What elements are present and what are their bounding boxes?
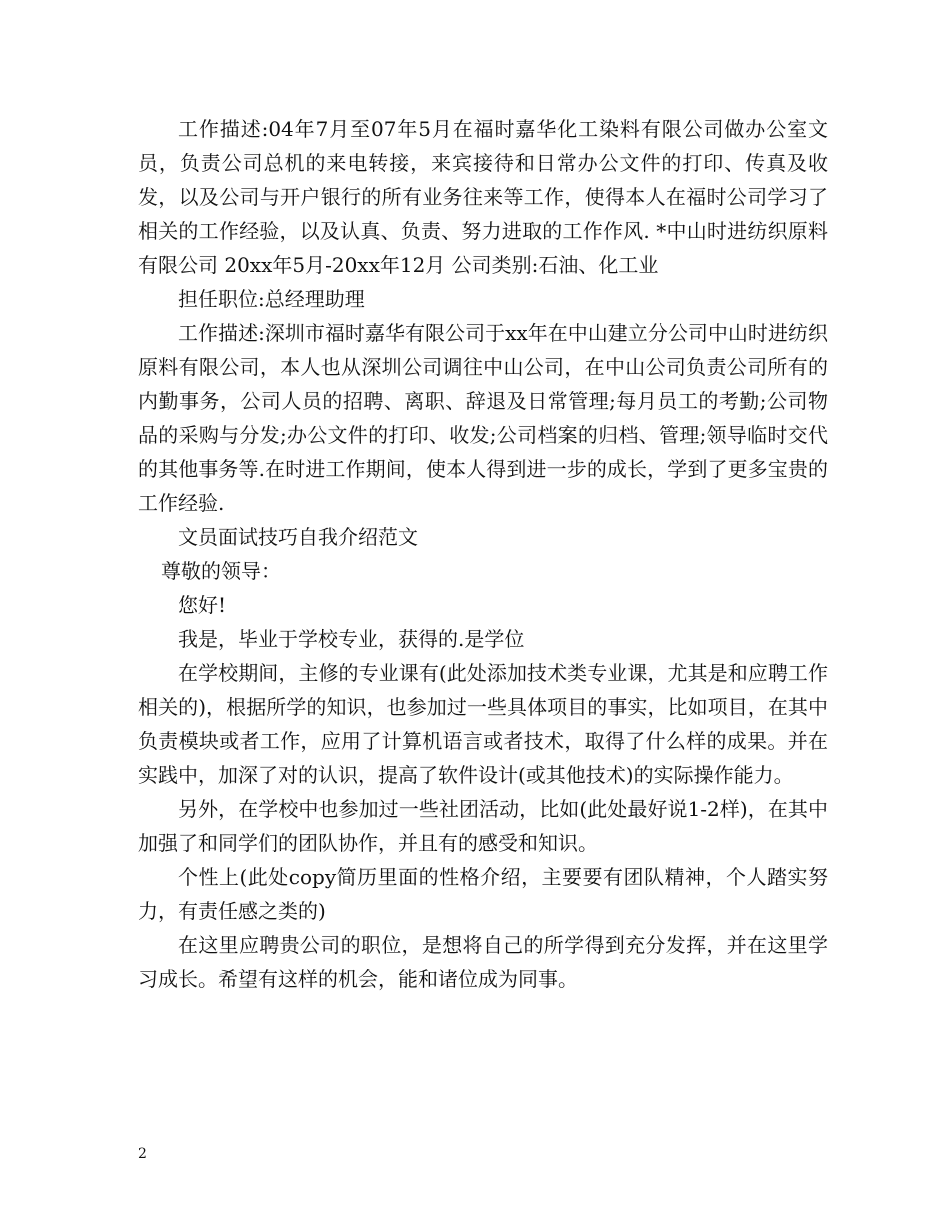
paragraph-closing: 在这里应聘贵公司的职位，是想将自己的所学得到充分发挥，并在这里学习成长。希望有这样的机会，能和诸位成为同事。 (138, 933, 828, 991)
paragraph-position: 担任职位:总经理助理 (178, 287, 365, 311)
paragraph-personality: 个性上(此处copy简历里面的性格介绍，主要要有团队精神，个人踏实努力，有责任感之类的) (138, 865, 828, 923)
page-number: 2 (138, 1146, 147, 1162)
paragraph-intro: 我是，毕业于学校专业，获得的.是学位 (178, 627, 525, 651)
salutation: 尊敬的领导： (161, 559, 281, 583)
document-body (138, 112, 828, 996)
paragraph-activities: 另外，在学校中也参加过一些社团活动，比如(此处最好说1-2样)，在其中加强了和同学们的团队协作，并且有的感受和知识。 (138, 797, 828, 855)
paragraph-job-description-1: 工作描述:04年7月至07年5月在福时嘉华化工染料有限公司做办公室文员，负责公司总机的来电转接，来宾接待和日常办公文件的打印、传真及收发，以及公司与开户银行的所有业务往来等工作，使得本人在福时公司学习了相关的工作经验，以及认真、负责、努力进取的工作作风. *中山时进纺织原料有限公司 20xx年5月-20xx年12月 公司类别:石油、化工业 (138, 117, 828, 277)
paragraph-job-description-2: 工作描述:深圳市福时嘉华有限公司于xx年在中山建立分公司中山时进纺织原料有限公司，本人也从深圳公司调往中山公司，在中山公司负责公司所有的内勤事务，公司人员的招聘、离职、辞退及日常管理;每月员工的考勤;公司物品的采购与分发;办公文件的打印、收发;公司档案的归档、管理;领导临时交代的其他事务等.在时进工作期间，使本人得到进一步的成长，学到了更多宝贵的工作经验. (138, 321, 828, 515)
paragraph-school: 在学校期间，主修的专业课有(此处添加技术类专业课，尤其是和应聘工作相关的)，根据所学的知识，也参加过一些具体项目的事实，比如项目，在其中负责模块或者工作，应用了计算机语言或者技术，取得了什么样的成果。并在实践中，加深了对的认识，提高了软件设计(或其他技术)的实际操作能力。 (138, 661, 828, 787)
section-heading: 文员面试技巧自我介绍范文 (178, 525, 418, 549)
greeting: 您好! (178, 593, 227, 617)
